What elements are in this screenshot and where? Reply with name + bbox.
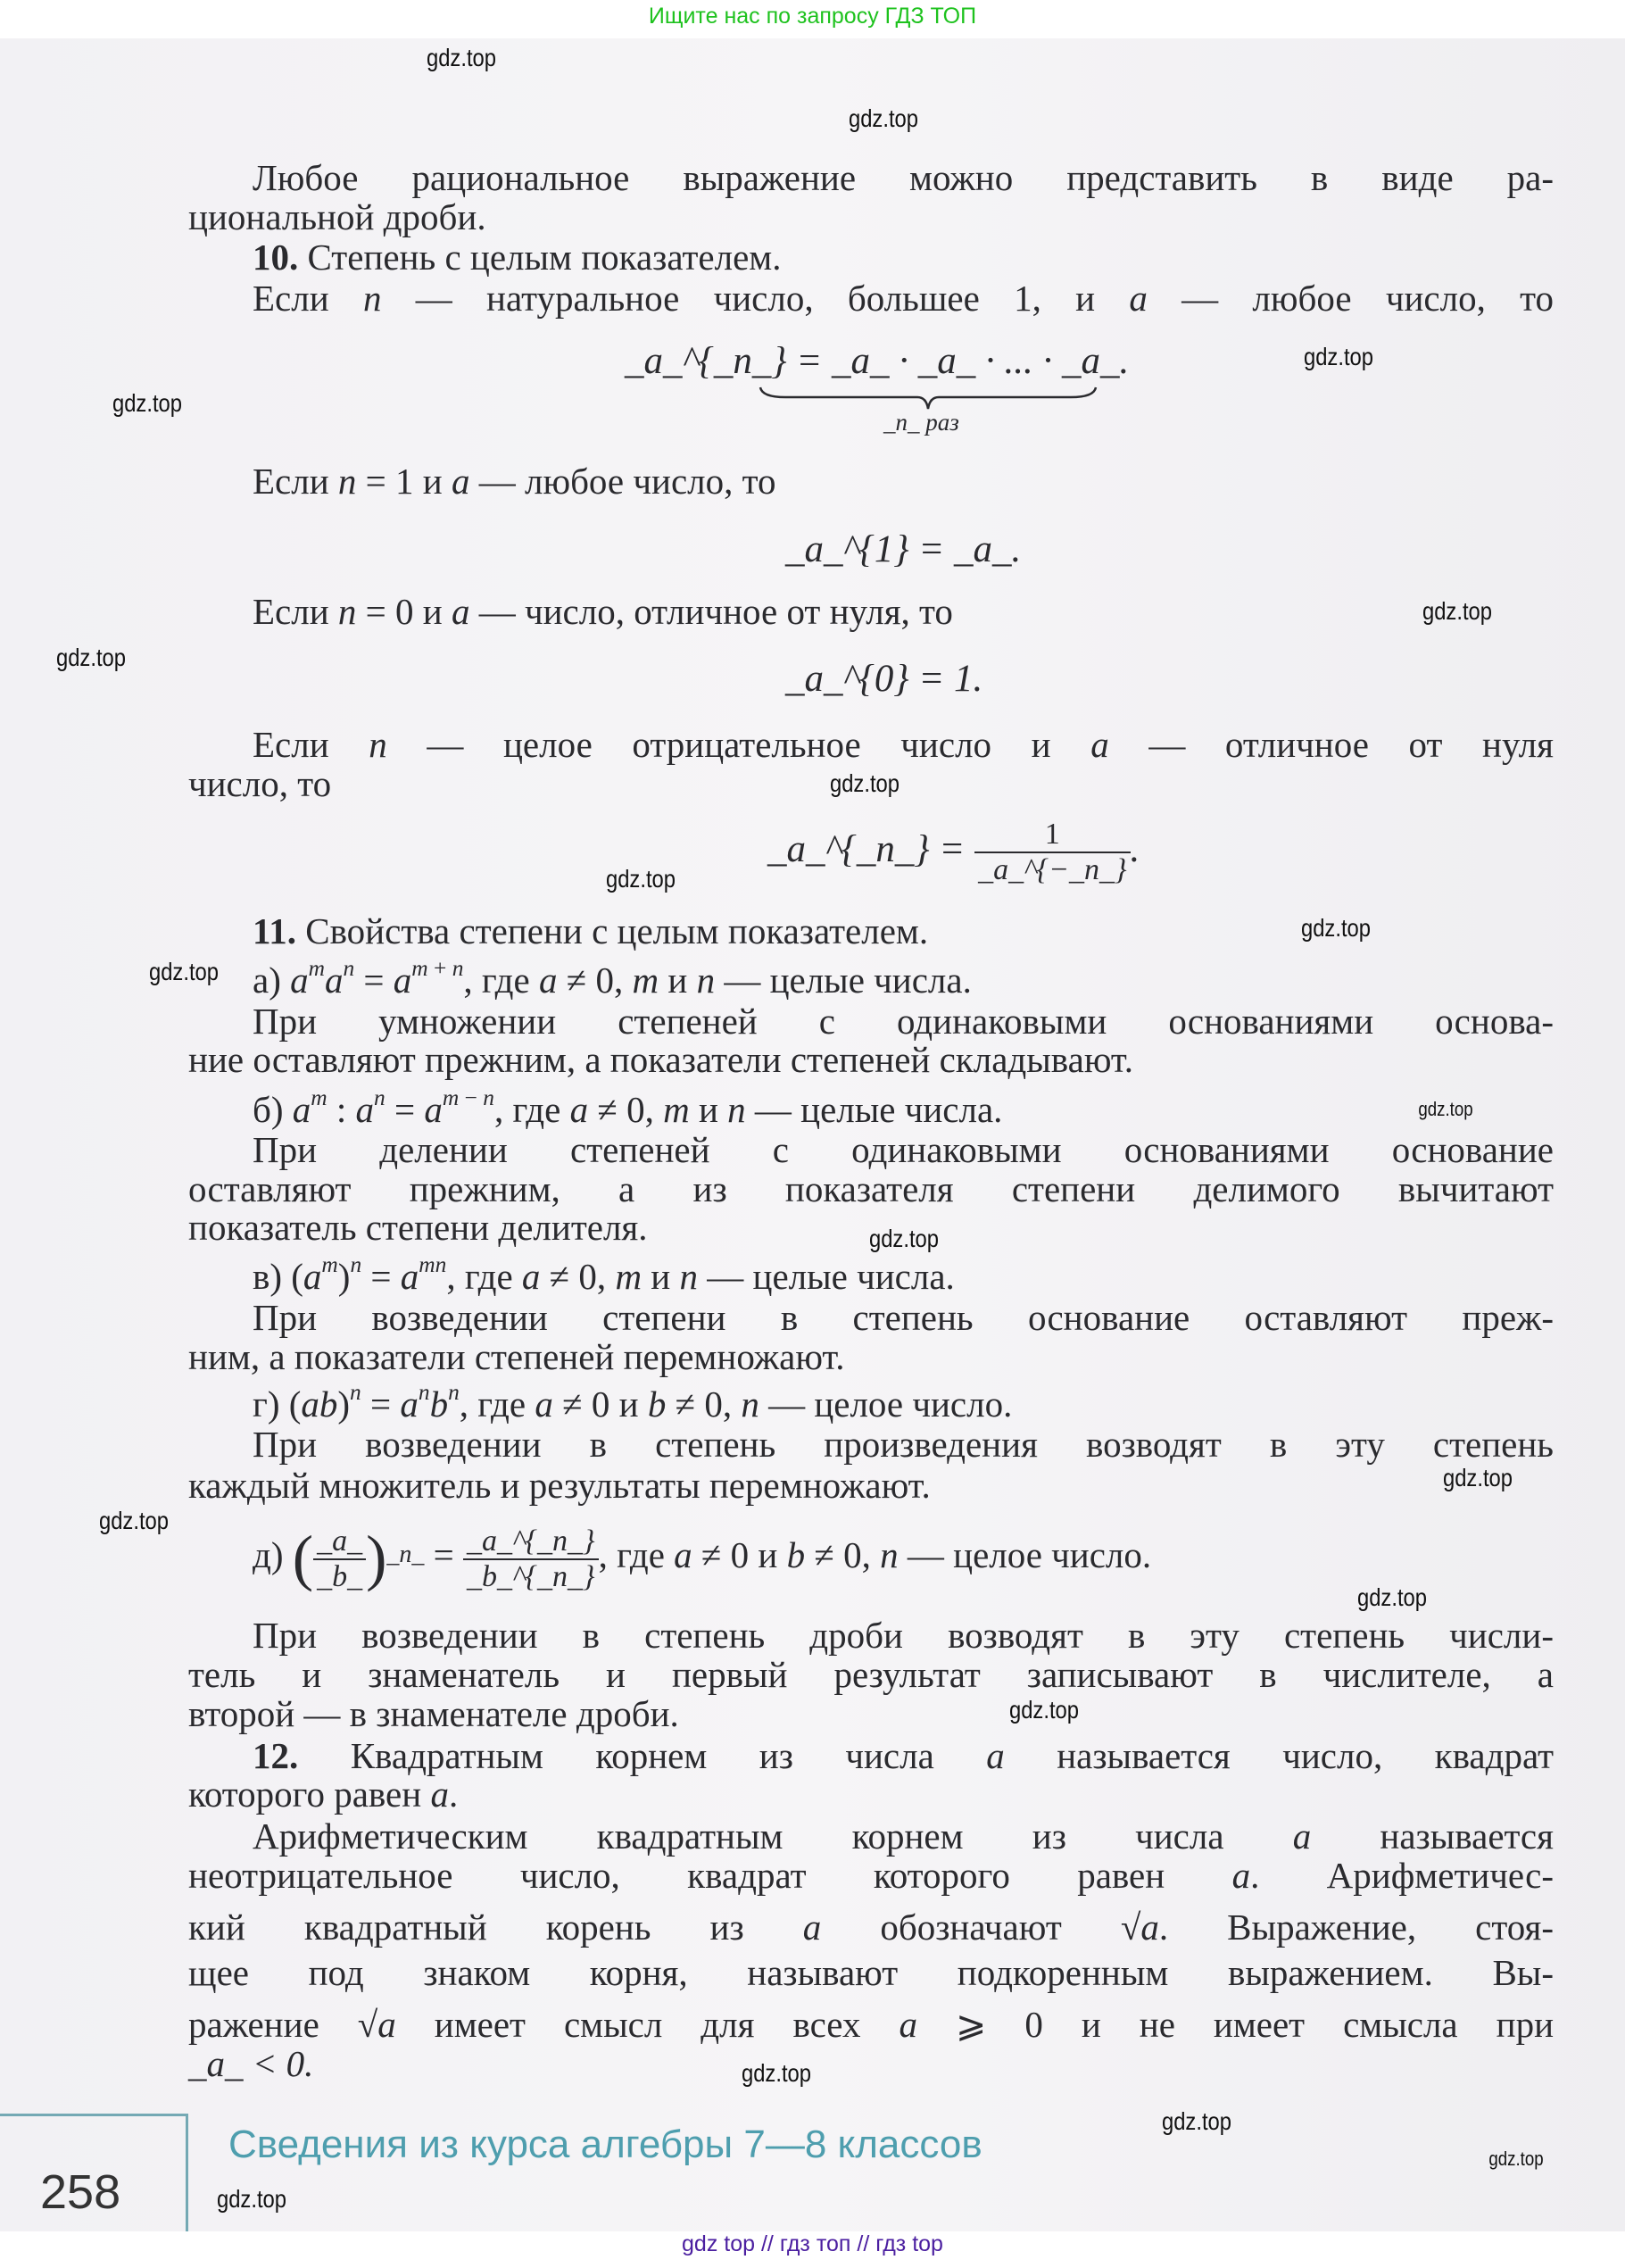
watermark: gdz.top — [216, 2185, 287, 2213]
text-line: При возведении в степень произведения возводят в эту степень — [253, 1424, 1554, 1465]
watermark: gdz.top — [1488, 2148, 1544, 2170]
text-line: При умножении степеней с одинаковыми основаниями основа- — [253, 1001, 1554, 1042]
text-line: которого равен a. — [188, 1774, 459, 1815]
watermark: gdz.top — [1356, 1583, 1428, 1611]
text-line: ним, а показатели степеней перемножают. — [188, 1336, 845, 1377]
underbrace-label: _n_ раз — [883, 409, 959, 436]
text-line: показатель степени делителя. — [188, 1207, 648, 1248]
section-heading: 12. Квадратным корнем из числа a называется число, квадрат — [253, 1735, 1554, 1776]
page-number: 258 — [40, 2165, 121, 2219]
bottom-banner: gdz top // гдз топ // гдз top — [682, 2231, 943, 2256]
text-line: тель и знаменатель и первый результат записывают в числителе, а — [188, 1654, 1554, 1695]
watermark: gdz.top — [848, 104, 919, 132]
fraction — [463, 1526, 599, 1592]
watermark: gdz.top — [426, 44, 497, 71]
text-line: число, то — [188, 763, 332, 804]
running-footer-title: Сведения из курса алгебры 7—8 классов — [228, 2123, 982, 2166]
text-line: неотрицательное число, квадрат которого равен a. Арифметичес- — [188, 1855, 1554, 1896]
watermark: gdz.top — [829, 769, 900, 797]
formula-power-zero: _a_^{0} = 1. — [785, 658, 983, 700]
text-line: Если n = 1 и a — любое число, то — [253, 461, 776, 502]
watermark: gdz.top — [148, 958, 220, 985]
denominator: _b_^{_n_} — [467, 1559, 595, 1593]
top-banner: Ищите нас по запросу ГДЗ ТОП — [648, 4, 977, 29]
watermark: gdz.top — [1161, 2107, 1232, 2135]
fraction — [974, 819, 1130, 885]
text-line: При возведении степени в степень основание оставляют преж- — [253, 1297, 1554, 1338]
footer-frame-line — [0, 2114, 187, 2116]
text-line: кий квадратный корень из a обозначают √a. Выражение, стоя- — [188, 1907, 1554, 1948]
footer-frame-line — [186, 2114, 188, 2231]
watermark: gdz.top — [1303, 343, 1374, 370]
watermark: gdz.top — [1300, 914, 1372, 942]
section-heading: 11. Свойства степени с целым показателем. — [253, 910, 929, 951]
numerator: _a_ — [313, 1526, 366, 1560]
watermark: gdz.top — [1442, 1464, 1513, 1491]
text-line: ражение √a имеет смысл для всех a ⩾ 0 и не имеет смысла при — [188, 2004, 1554, 2045]
condition-text: , где a ≠ 0 и b ≠ 0, n — целое число. — [598, 1534, 1152, 1575]
item-marker: д) — [253, 1534, 284, 1575]
property-v: в) $(a^m)^n = a^{mn}$, где a ≠ 0, m и n — целые числа. — [253, 1251, 955, 1297]
text-line: При возведении в степень дроби возводят в эту степень числи- — [253, 1615, 1554, 1656]
text-line: При делении степеней с одинаковыми основаниями основание — [253, 1129, 1554, 1170]
exponent: _n_ — [386, 1541, 425, 1568]
property-d: д) ( $\frac{\_a\_}{\_b\_}$ )$^{\_n\_}$ = $\frac{\_a\_\^{}\{\_n\_\}}{\_b\_\^{}\{\_n\_\}}$ , где a ≠ 0 и b ≠ 0, n — целое число. — [253, 1524, 1152, 1593]
watermark: gdz.top — [741, 2059, 812, 2087]
property-g: г) $(ab)^n = a^nb^n$, где a ≠ 0 и b ≠ 0, n — целое число. — [253, 1379, 1013, 1425]
property-a: а) $a^ma^n = a^{m + n}$, где a ≠ 0, m и n — целые числа. — [253, 955, 972, 1001]
numerator: 1 — [974, 819, 1130, 853]
formula-product: _a_^{_n_} = _a_ · _a_ · ... · _a_. — [625, 340, 1130, 382]
text-line: _a_ < 0. — [188, 2043, 314, 2084]
text-line: циональной дроби. — [188, 196, 486, 237]
numerator: _a_^{_n_} — [463, 1526, 599, 1560]
formula-lhs: _a_^{_n_} = — [767, 827, 966, 870]
property-b: б) $a^m$ : $a^n = a^{m - n}$, где a ≠ 0, m и n — целые числа. — [253, 1084, 1003, 1130]
formula-negative-power: _a_^{_n_} = $\frac{1}{\_a\_\^{}\{-\_n\_\}}$ . — [767, 818, 1140, 886]
denominator: _a_^{−_n_} — [978, 853, 1127, 886]
text-line: каждый множитель и результаты перемножают. — [188, 1465, 931, 1506]
denominator: _b_ — [317, 1559, 363, 1593]
watermark: gdz.top — [55, 644, 127, 671]
text-line: Если n — целое отрицательное число и a — отличное от нуля — [253, 724, 1554, 765]
text-line: щее под знаком корня, называют подкоренным выражением. Вы- — [188, 1952, 1554, 1993]
watermark: gdz.top — [98, 1507, 170, 1534]
text-line: Арифметическим квадратным корнем из числа a называется — [253, 1815, 1554, 1857]
watermark: gdz.top — [112, 389, 183, 417]
text-line: оставляют прежним, а из показателя степени делимого вычитают — [188, 1168, 1554, 1209]
watermark: gdz.top — [1008, 1696, 1080, 1724]
text-line: второй — в знаменателе дроби. — [188, 1693, 679, 1734]
fraction — [313, 1526, 366, 1592]
underbrace-icon — [759, 386, 1098, 411]
text-line: Любое рациональное выражение можно представить в виде ра- — [253, 157, 1554, 198]
text-line: ние оставляют прежним, а показатели степеней складывают. — [188, 1039, 1133, 1080]
formula-power-one: _a_^{1} = _a_. — [785, 528, 1022, 570]
text-line: Если n = 0 и a — число, отличное от нуля, то — [253, 591, 953, 632]
section-heading: 10. Степень с целым показателем. — [253, 237, 782, 278]
watermark: gdz.top — [1422, 597, 1493, 625]
text-line: Если n — натуральное число, большее 1, и a — любое число, то — [253, 278, 1554, 319]
watermark: gdz.top — [605, 865, 676, 893]
watermark: gdz.top — [868, 1225, 940, 1252]
watermark: gdz.top — [1418, 1098, 1473, 1120]
